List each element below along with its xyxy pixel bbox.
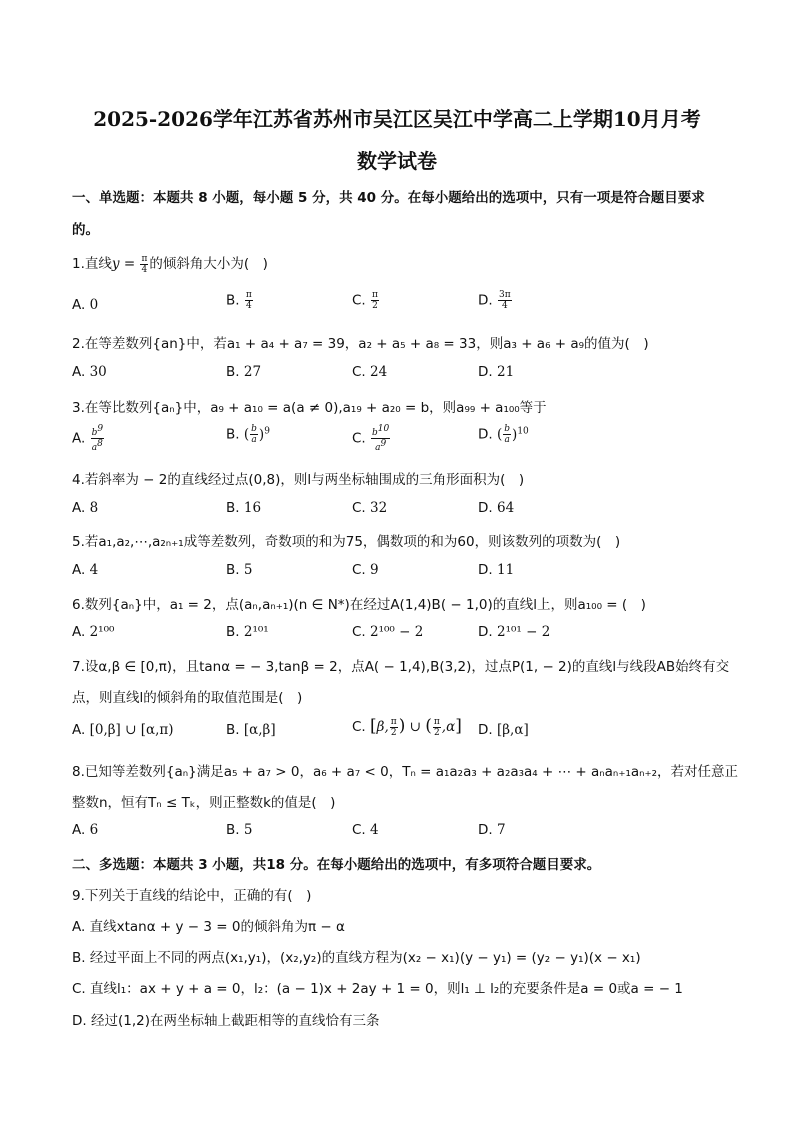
question-2-option-c[interactable]: C. 24 [352, 364, 388, 380]
question-5-option-a[interactable]: A. 4 [72, 562, 99, 578]
question-3-option-c[interactable]: C. $\frac{b^{10}}{a^9}$ [352, 424, 390, 453]
question-2-stem: 2.在等差数列{an}中，若a₁ + a₄ + a₇ = 39，a₂ + a₅ + a₈ = 33，则a₃ + a₆ + a₉的值为( ) [72, 336, 649, 352]
question-6-option-d[interactable]: D. 2¹⁰¹ − 2 [478, 624, 551, 640]
question-1-option-b[interactable]: B. $\frac{\pi}{4}$ [226, 290, 252, 311]
question-7-option-c[interactable]: C. [β, $\frac{\pi}{2}$ ) ∪ ( $\frac{\pi}{2}$ ,α] [352, 716, 462, 738]
question-2-option-b[interactable]: B. 27 [226, 364, 262, 380]
question-8-option-b[interactable]: B. 5 [226, 822, 253, 838]
section2-heading: 二、多选题：本题共 3 小题，共18 分。在每小题给出的选项中，有多项符合题目要求。 [72, 857, 601, 873]
question-8-option-d[interactable]: D. 7 [478, 822, 506, 838]
question-9-option-b[interactable]: B. 经过平面上不同的两点(x₁,y₁)，(x₂,y₂)的直线方程为(x₂ − x₁)(y − y₁) = (y₂ − y₁)(x − x₁) [72, 950, 641, 966]
exam-title-line1: 2025-2026学年江苏省苏州市吴江区吴江中学高二上学期10月月考 [93, 107, 701, 131]
question-9-option-c[interactable]: C. 直线l₁：ax + y + a = 0，l₂：(a − 1)x + 2ay + 1 = 0，则l₁ ⊥ l₂的充要条件是a = 0或a = − 1 [72, 981, 683, 997]
question-1-option-a[interactable]: A. 0 [72, 297, 99, 313]
question-3-option-d[interactable]: D. ( $\frac{b}{a}$ )$^{10}$ [478, 424, 529, 445]
question-4-stem: 4.若斜率为 − 2的直线经过点(0,8)，则l与两坐标轴围成的三角形面积为( ) [72, 472, 525, 488]
question-5-option-b[interactable]: B. 5 [226, 562, 253, 578]
section1-heading: 一、单选题：本题共 8 小题，每小题 5 分，共 40 分。在每小题给出的选项中，只有一项是符合题目要求 [72, 190, 705, 206]
question-2-option-a[interactable]: A. 30 [72, 364, 107, 380]
question-4-option-b[interactable]: B. 16 [226, 500, 262, 516]
question-6-stem: 6.数列{aₙ}中，a₁ = 2，点(aₙ,aₙ₊₁)(n ∈ N*)在经过A(1,4)B( − 1,0)的直线l上，则a₁₀₀ = ( ) [72, 597, 646, 613]
question-5-option-c[interactable]: C. 9 [352, 562, 379, 578]
question-7-option-d[interactable]: D. [β,α] [478, 722, 529, 738]
question-9-stem: 9.下列关于直线的结论中，正确的有( ) [72, 888, 312, 904]
question-9-option-a[interactable]: A. 直线xtanα + y − 3 = 0的倾斜角为π − α [72, 919, 345, 935]
question-2-option-d[interactable]: D. 21 [478, 364, 515, 380]
question-4-option-c[interactable]: C. 32 [352, 500, 388, 516]
question-7-option-a[interactable]: A. [0,β] ∪ [α,π) [72, 722, 174, 738]
question-9-option-d[interactable]: D. 经过(1,2)在两坐标轴上截距相等的直线恰有三条 [72, 1013, 380, 1029]
section1-heading-cont: 的。 [72, 222, 99, 238]
question-3-stem: 3.在等比数列{aₙ}中，a₉ + a₁₀ = a(a ≠ 0),a₁₉ + a₂₀ = b，则a₉₉ + a₁₀₀等于 [72, 400, 547, 416]
question-6-option-a[interactable]: A. 2¹⁰⁰ [72, 624, 115, 640]
question-3-option-b[interactable]: B. ( $\frac{b}{a}$ )$^9$ [226, 424, 270, 445]
question-5-stem: 5.若a₁,a₂,⋯,a₂ₙ₊₁成等差数列，奇数项的和为75，偶数项的和为60，则该数列的项数为( ) [72, 534, 621, 550]
question-6-option-b[interactable]: B. 2¹⁰¹ [226, 624, 269, 640]
exam-title-line2: 数学试卷 [357, 149, 437, 173]
question-8-option-a[interactable]: A. 6 [72, 822, 99, 838]
question-4-option-d[interactable]: D. 64 [478, 500, 515, 516]
question-8-stem: 8.已知等差数列{aₙ}满足a₅ + a₇ > 0，a₆ + a₇ < 0，Tₙ = a₁a₂a₃ + a₂a₃a₄ + ⋯ + aₙaₙ₊₁aₙ₊₂，若对任意正 [72, 764, 739, 780]
question-3-option-a[interactable]: A. $\frac{b^9}{a^8}$ [72, 424, 104, 453]
question-7-stem-cont: 点，则直线l的倾斜角的取值范围是( ) [72, 690, 303, 706]
question-8-option-c[interactable]: C. 4 [352, 822, 379, 838]
question-4-option-a[interactable]: A. 8 [72, 500, 99, 516]
question-1-stem: 1.直线y = $\frac{\pi}{4}$ 的倾斜角大小为( ) [72, 253, 268, 275]
question-7-option-b[interactable]: B. [α,β] [226, 722, 276, 738]
question-8-stem-cont: 整数n，恒有Tₙ ≤ Tₖ，则正整数k的值是( ) [72, 795, 336, 811]
question-7-stem: 7.设α,β ∈ [0,π)，且tanα = − 3,tanβ = 2，点A( − 1,4),B(3,2)，过点P(1, − 2)的直线l与线段AB始终有交 [72, 659, 730, 675]
question-1-option-d[interactable]: D. $\frac{3\pi}{4}$ [478, 290, 511, 311]
question-6-option-c[interactable]: C. 2¹⁰⁰ − 2 [352, 624, 424, 640]
question-1-option-c[interactable]: C. $\frac{\pi}{2}$ [352, 290, 378, 311]
question-5-option-d[interactable]: D. 11 [478, 562, 515, 578]
